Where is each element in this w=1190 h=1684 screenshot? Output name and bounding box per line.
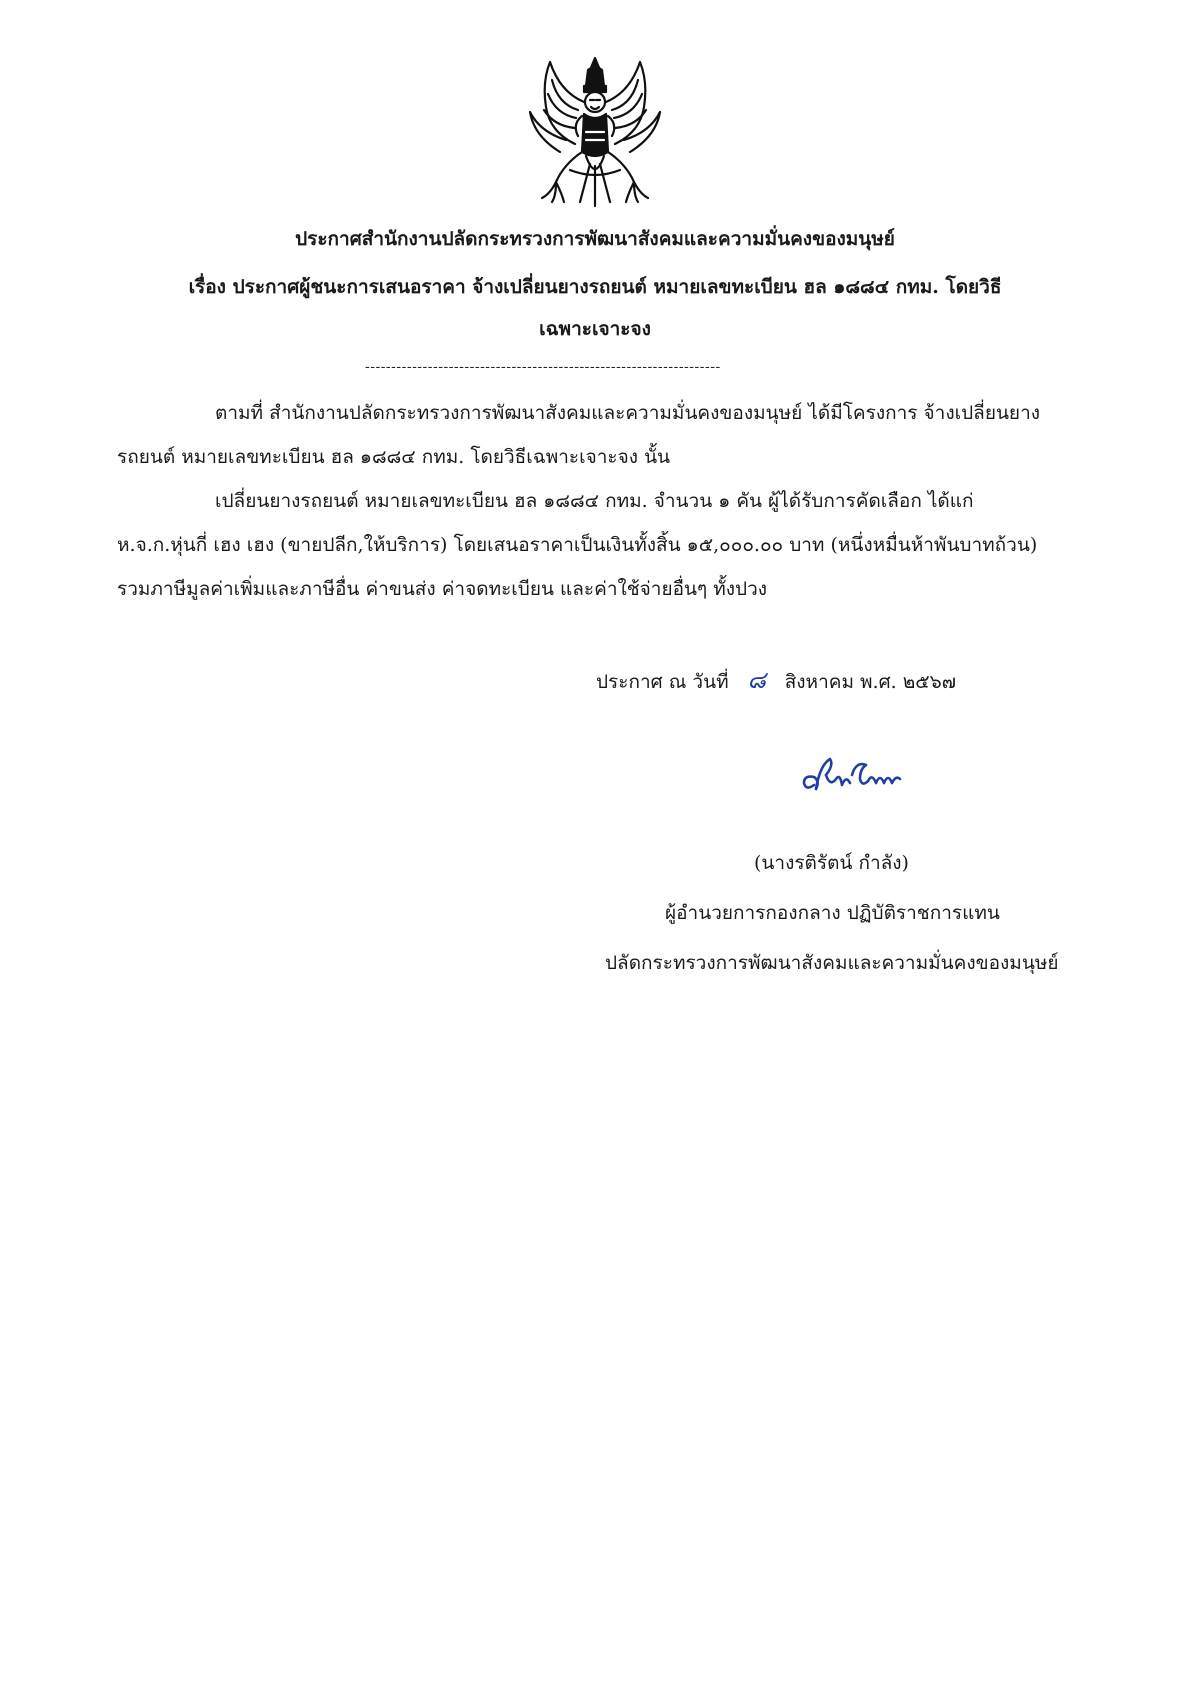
document-title-line3: เฉพาะเจาะจง — [539, 318, 651, 340]
garuda-emblem-icon — [520, 52, 670, 212]
date-day-handwritten: ๘ — [747, 666, 766, 694]
paragraph1-line1: ตามที่ สำนักงานปลัดกระทรวงการพัฒนาสังคมและความมั่นคงของมนุษย์ ได้มีโครงการ จ้างเปลี่ยนยาง — [215, 402, 1041, 424]
signatory-name: (นางรติรัตน์ กำลัง) — [754, 852, 909, 874]
paragraph2-line2: ห.จ.ก.หุ่นกี่ เฮง เฮง (ขายปลีก,ให้บริการ) โดยเสนอราคาเป็นเงินทั้งสิ้น ๑๕,๐๐๐.๐๐ บาท (หนึ่งหมื่นห้าพันบาทถ้วน) — [117, 534, 1038, 556]
signatory-position-line2: ปลัดกระทรวงการพัฒนาสังคมและความมั่นคงของมนุษย์ — [605, 952, 1059, 974]
paragraph2-line3: รวมภาษีมูลค่าเพิ่มและภาษีอื่น ค่าขนส่ง ค่าจดทะเบียน และค่าใช้จ่ายอื่นๆ ทั้งปวง — [117, 578, 768, 600]
paragraph1-line2: รถยนต์ หมายเลขทะเบียน ฮล ๑๘๘๔ กทม. โดยวิธีเฉพาะเจาะจง นั้น — [117, 446, 671, 468]
title-divider: -------------------------------------------------------------------- — [365, 360, 721, 374]
date-month-year: สิงหาคม พ.ศ. ๒๕๖๗ — [784, 671, 956, 693]
announcement-date — [596, 666, 956, 695]
paragraph2-line1: เปลี่ยนยางรถยนต์ หมายเลขทะเบียน ฮล ๑๘๘๔ กทม. จำนวน ๑ คัน ผู้ได้รับการคัดเลือก ได้แก่ — [215, 490, 974, 512]
signatory-position-line1: ผู้อำนวยการกองกลาง ปฏิบัติราชการแทน — [665, 902, 1000, 924]
handwritten-signature — [790, 745, 910, 805]
date-prefix: ประกาศ ณ วันที่ — [596, 671, 729, 693]
document-title-line1: ประกาศสำนักงานปลัดกระทรวงการพัฒนาสังคมและความมั่นคงของมนุษย์ — [295, 228, 895, 250]
document-title-line2: เรื่อง ประกาศผู้ชนะการเสนอราคา จ้างเปลี่ยนยางรถยนต์ หมายเลขทะเบียน ฮล ๑๘๘๔ กทม. โดยวิธี — [188, 276, 1002, 298]
